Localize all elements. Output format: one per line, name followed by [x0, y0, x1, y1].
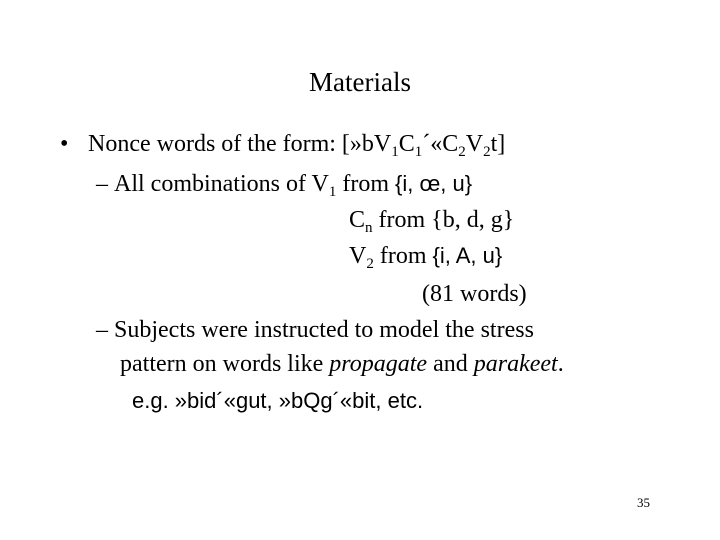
- bullet-marker: •: [60, 131, 69, 157]
- example-line: e.g. »bid´«gut, »bQg´«bit, etc.: [132, 388, 424, 413]
- cn-prefix: C: [349, 207, 366, 233]
- word-count: (81 words): [422, 281, 527, 307]
- subscript-1b: 1: [414, 144, 423, 160]
- v2-from: from: [373, 243, 433, 269]
- word-parakeet: parakeet: [473, 351, 558, 377]
- dash-marker-2: –: [96, 317, 108, 343]
- bullet-nonce-c: C: [398, 131, 415, 157]
- sub-bullet-combinations: [96, 168, 472, 200]
- v2-line: [349, 240, 502, 272]
- v2-prefix: V: [349, 243, 367, 269]
- subjects-line2-mid: and: [427, 351, 474, 377]
- v1-from: from: [336, 171, 396, 197]
- slide-title: Materials: [309, 67, 411, 97]
- v2-subscript: 2: [366, 256, 374, 272]
- bullet-nonce-v: V: [465, 131, 484, 157]
- v1-subscript: 1: [328, 184, 337, 200]
- bullet-nonce-text: Nonce words of the form: [»bV: [88, 131, 392, 157]
- word-propagate: propagate: [329, 351, 428, 377]
- subjects-line2-pre: pattern on words like: [120, 351, 330, 377]
- v2-set: {i, A, u}: [432, 243, 503, 268]
- subscript-1: 1: [391, 144, 399, 160]
- subscript-2b: 2: [483, 144, 491, 160]
- dash-marker: –: [96, 171, 108, 197]
- subjects-line2: [120, 348, 564, 380]
- sub-bullet-subjects: [96, 314, 534, 346]
- subjects-line1: Subjects were instructed to model the stress: [114, 317, 534, 343]
- cn-line: [349, 204, 514, 236]
- page-number: 35: [637, 495, 650, 510]
- bullet-nonce-mid: ´«C: [422, 131, 459, 157]
- subjects-line2-end: .: [557, 351, 564, 377]
- bullet-nonce-words: [88, 128, 505, 160]
- subscript-2: 2: [458, 144, 466, 160]
- v1-set: {i, œ, u}: [395, 171, 473, 196]
- cn-set: {b, d, g}: [431, 207, 515, 233]
- bullet-nonce-end: t]: [490, 131, 506, 157]
- cn-from: from: [372, 207, 432, 233]
- combinations-prefix: All combinations of V: [114, 171, 329, 197]
- cn-subscript: n: [365, 220, 373, 236]
